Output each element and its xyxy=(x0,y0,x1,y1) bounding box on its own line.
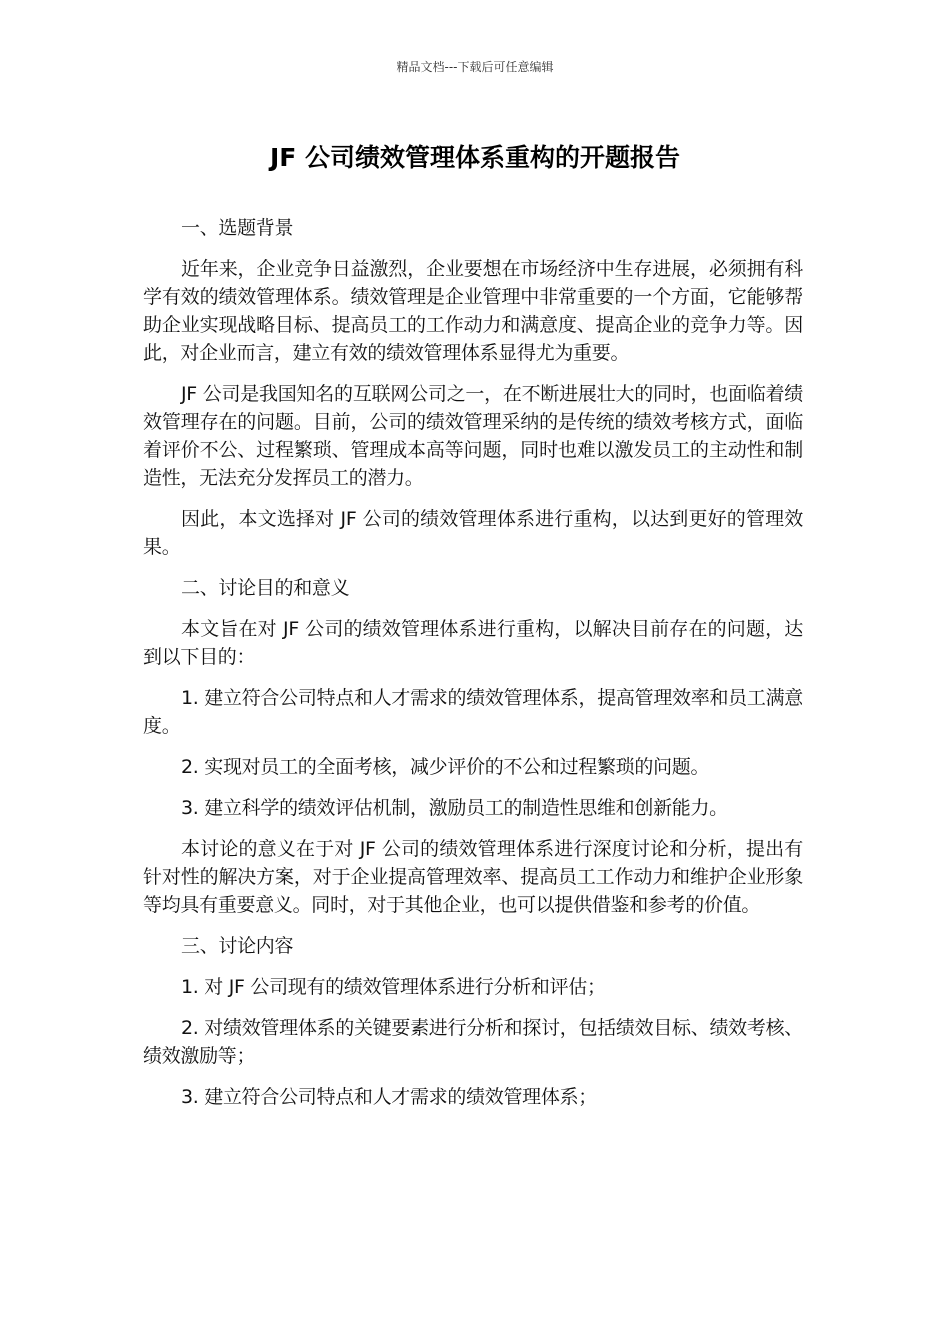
paragraph-purpose-intro: 本文旨在对 JF 公司的绩效管理体系进行重构，以解决目前存在的问题，达到以下目的： xyxy=(143,618,803,668)
page-header-note: 精品文档---下载后可任意编辑 xyxy=(396,60,554,74)
purpose-item-2: 2. 实现对员工的全面考核，减少评价的不公和过程繁琐的问题。 xyxy=(181,756,710,778)
content-item-2: 2. 对绩效管理体系的关键要素进行分析和探讨，包括绩效目标、绩效考核、绩效激励等； xyxy=(143,1017,803,1067)
paragraph-background-3: 因此，本文选择对 JF 公司的绩效管理体系进行重构，以达到更好的管理效果。 xyxy=(143,508,803,558)
paragraph-background-1: 近年来，企业竞争日益激烈，企业要想在市场经济中生存进展，必须拥有科学有效的绩效管理体系。绩效管理是企业管理中非常重要的一个方面，它能够帮助企业实现战略目标、提高员工的工作动力和满意度、提高企业的竞争力等。因此，对企业而言，建立有效的绩效管理体系显得尤为重要。 xyxy=(143,258,803,364)
purpose-item-1: 1. 建立符合公司特点和人才需求的绩效管理体系，提高管理效率和员工满意度。 xyxy=(143,687,803,737)
paragraph-significance: 本讨论的意义在于对 JF 公司的绩效管理体系进行深度讨论和分析，提出有针对性的解决方案，对于企业提高管理效率、提高员工工作动力和维护企业形象等均具有重要意义。同时，对于其他企业，也可以提供借鉴和参考的价值。 xyxy=(143,838,803,916)
document-body xyxy=(143,214,803,1124)
content-item-1: 1. 对 JF 公司现有的绩效管理体系进行分析和评估； xyxy=(181,976,606,998)
content-item-3: 3. 建立符合公司特点和人才需求的绩效管理体系； xyxy=(181,1086,597,1108)
purpose-item-3: 3. 建立科学的绩效评估机制，激励员工的制造性思维和创新能力。 xyxy=(181,797,728,819)
section-heading-background: 一、选题背景 xyxy=(181,217,294,239)
paragraph-background-2: JF 公司是我国知名的互联网公司之一，在不断进展壮大的同时，也面临着绩效管理存在的问题。目前，公司的绩效管理采纳的是传统的绩效考核方式，面临着评价不公、过程繁琐、管理成本高等问题，同时也难以激发员工的主动性和制造性，无法充分发挥员工的潜力。 xyxy=(143,383,803,489)
section-heading-content: 三、讨论内容 xyxy=(181,935,294,957)
section-heading-purpose: 二、讨论目的和意义 xyxy=(181,577,350,599)
document-title: JF 公司绩效管理体系重构的开题报告 xyxy=(269,143,681,172)
